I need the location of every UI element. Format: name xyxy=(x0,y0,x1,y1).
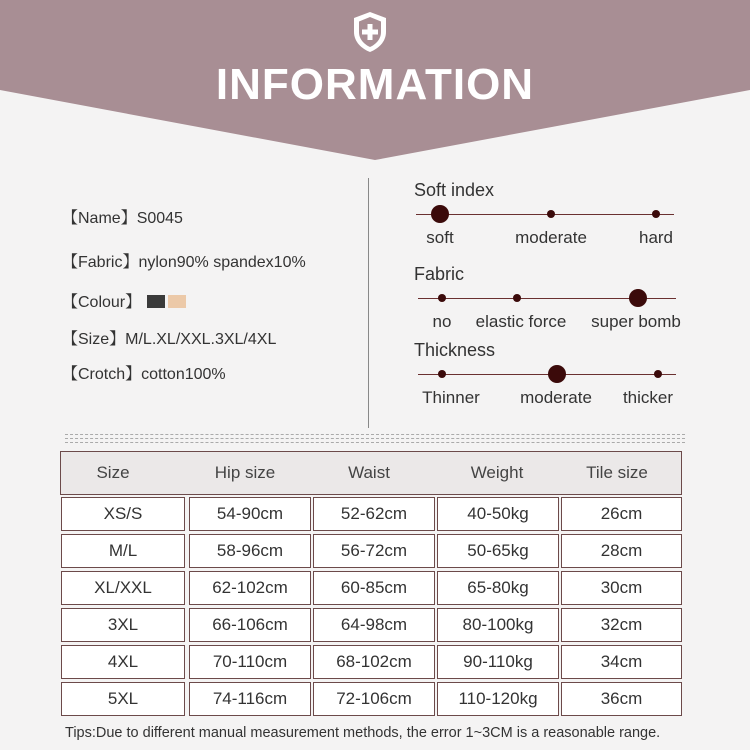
table-header-cell: Waist xyxy=(348,463,390,482)
info-fabric-label: 【Fabric】 xyxy=(62,254,139,271)
table-cell: 65-80kg xyxy=(437,571,559,605)
table-cell: 90-110kg xyxy=(437,645,559,679)
info-size-label: 【Size】 xyxy=(62,331,126,348)
scale-title: Fabric xyxy=(414,264,465,284)
vertical-divider xyxy=(368,178,369,428)
info-colour-label: 【Colour】 xyxy=(62,294,142,311)
info-crotch xyxy=(62,361,226,384)
dashed-divider xyxy=(65,438,685,439)
info-crotch-label: 【Crotch】 xyxy=(62,366,142,383)
scale-marker xyxy=(652,210,660,218)
table-cell: 110-120kg xyxy=(437,682,559,716)
scale-marker-selected xyxy=(431,205,449,223)
scale-label: Thinner xyxy=(422,388,480,407)
table-cell: 32cm xyxy=(561,608,682,642)
table-cell: 58-96cm xyxy=(189,534,311,568)
scale-track xyxy=(418,374,676,375)
table-cell: XS/S xyxy=(61,497,185,531)
scale-label: no xyxy=(432,312,452,331)
table-cell: 70-110cm xyxy=(189,645,311,679)
table-cell: 36cm xyxy=(561,682,682,716)
table-cell: 28cm xyxy=(561,534,682,568)
dashed-divider xyxy=(65,442,685,443)
scale-marker xyxy=(513,294,521,302)
table-cell: 72-106cm xyxy=(313,682,435,716)
table-cell: 74-116cm xyxy=(189,682,311,716)
scale-marker xyxy=(438,294,446,302)
scale-title: Thickness xyxy=(414,340,496,360)
info-name xyxy=(62,205,183,228)
table-cell: 62-102cm xyxy=(189,571,311,605)
scale-label: moderate xyxy=(515,228,587,247)
colour-swatch-black xyxy=(147,295,165,308)
colour-swatch-beige xyxy=(168,295,186,308)
table-cell: 60-85cm xyxy=(313,571,435,605)
table-cell: XL/XXL xyxy=(61,571,185,605)
scale-label: thicker xyxy=(622,388,674,407)
scale-label: super bomb xyxy=(591,312,681,331)
table-cell: 54-90cm xyxy=(189,497,311,531)
table-cell: 64-98cm xyxy=(313,608,435,642)
info-colour xyxy=(62,289,186,312)
size-table-header xyxy=(60,451,682,495)
table-header-cell: Hip size xyxy=(214,463,276,482)
table-cell: 34cm xyxy=(561,645,682,679)
table-header-cell: Size xyxy=(96,463,130,482)
table-cell: 68-102cm xyxy=(313,645,435,679)
table-cell: 56-72cm xyxy=(313,534,435,568)
info-fabric xyxy=(62,249,306,272)
scale-marker xyxy=(438,370,446,378)
dashed-divider xyxy=(65,434,685,435)
scale-title: Soft index xyxy=(414,180,495,200)
table-cell: M/L xyxy=(61,534,185,568)
scale-label: hard xyxy=(638,228,674,247)
table-cell: 5XL xyxy=(61,682,185,716)
table-cell: 80-100kg xyxy=(437,608,559,642)
scale-marker xyxy=(654,370,662,378)
table-cell: 3XL xyxy=(61,608,185,642)
scale-label: moderate xyxy=(520,388,592,407)
info-crotch-value: cotton100% xyxy=(141,366,226,383)
info-fabric-value: nylon90% spandex10% xyxy=(138,254,306,271)
info-size xyxy=(62,326,276,349)
table-cell: 30cm xyxy=(561,571,682,605)
page-title: INFORMATION xyxy=(215,60,535,109)
table-header-cell: Tile size xyxy=(586,463,648,482)
table-cell: 26cm xyxy=(561,497,682,531)
table-header-cell: Weight xyxy=(470,463,524,482)
info-size-value: M/L.XL/XXL.3XL/4XL xyxy=(125,331,277,348)
scale-label: elastic force xyxy=(475,312,567,331)
table-cell: 40-50kg xyxy=(437,497,559,531)
table-cell: 50-65kg xyxy=(437,534,559,568)
scale-marker-selected xyxy=(548,365,566,383)
scale-marker xyxy=(547,210,555,218)
scale-label: soft xyxy=(426,228,454,247)
shield-plus-icon xyxy=(350,10,390,54)
scale-marker-selected xyxy=(629,289,647,307)
scale-track xyxy=(416,214,674,215)
table-cell: 52-62cm xyxy=(313,497,435,531)
table-cell: 66-106cm xyxy=(189,608,311,642)
info-name-value: S0045 xyxy=(136,210,183,227)
info-name-label: 【Name】 xyxy=(62,210,137,227)
tips-note: Tips:Due to different manual measurement methods, the error 1~3CM is a reasonable range. xyxy=(65,725,661,741)
table-cell: 4XL xyxy=(61,645,185,679)
